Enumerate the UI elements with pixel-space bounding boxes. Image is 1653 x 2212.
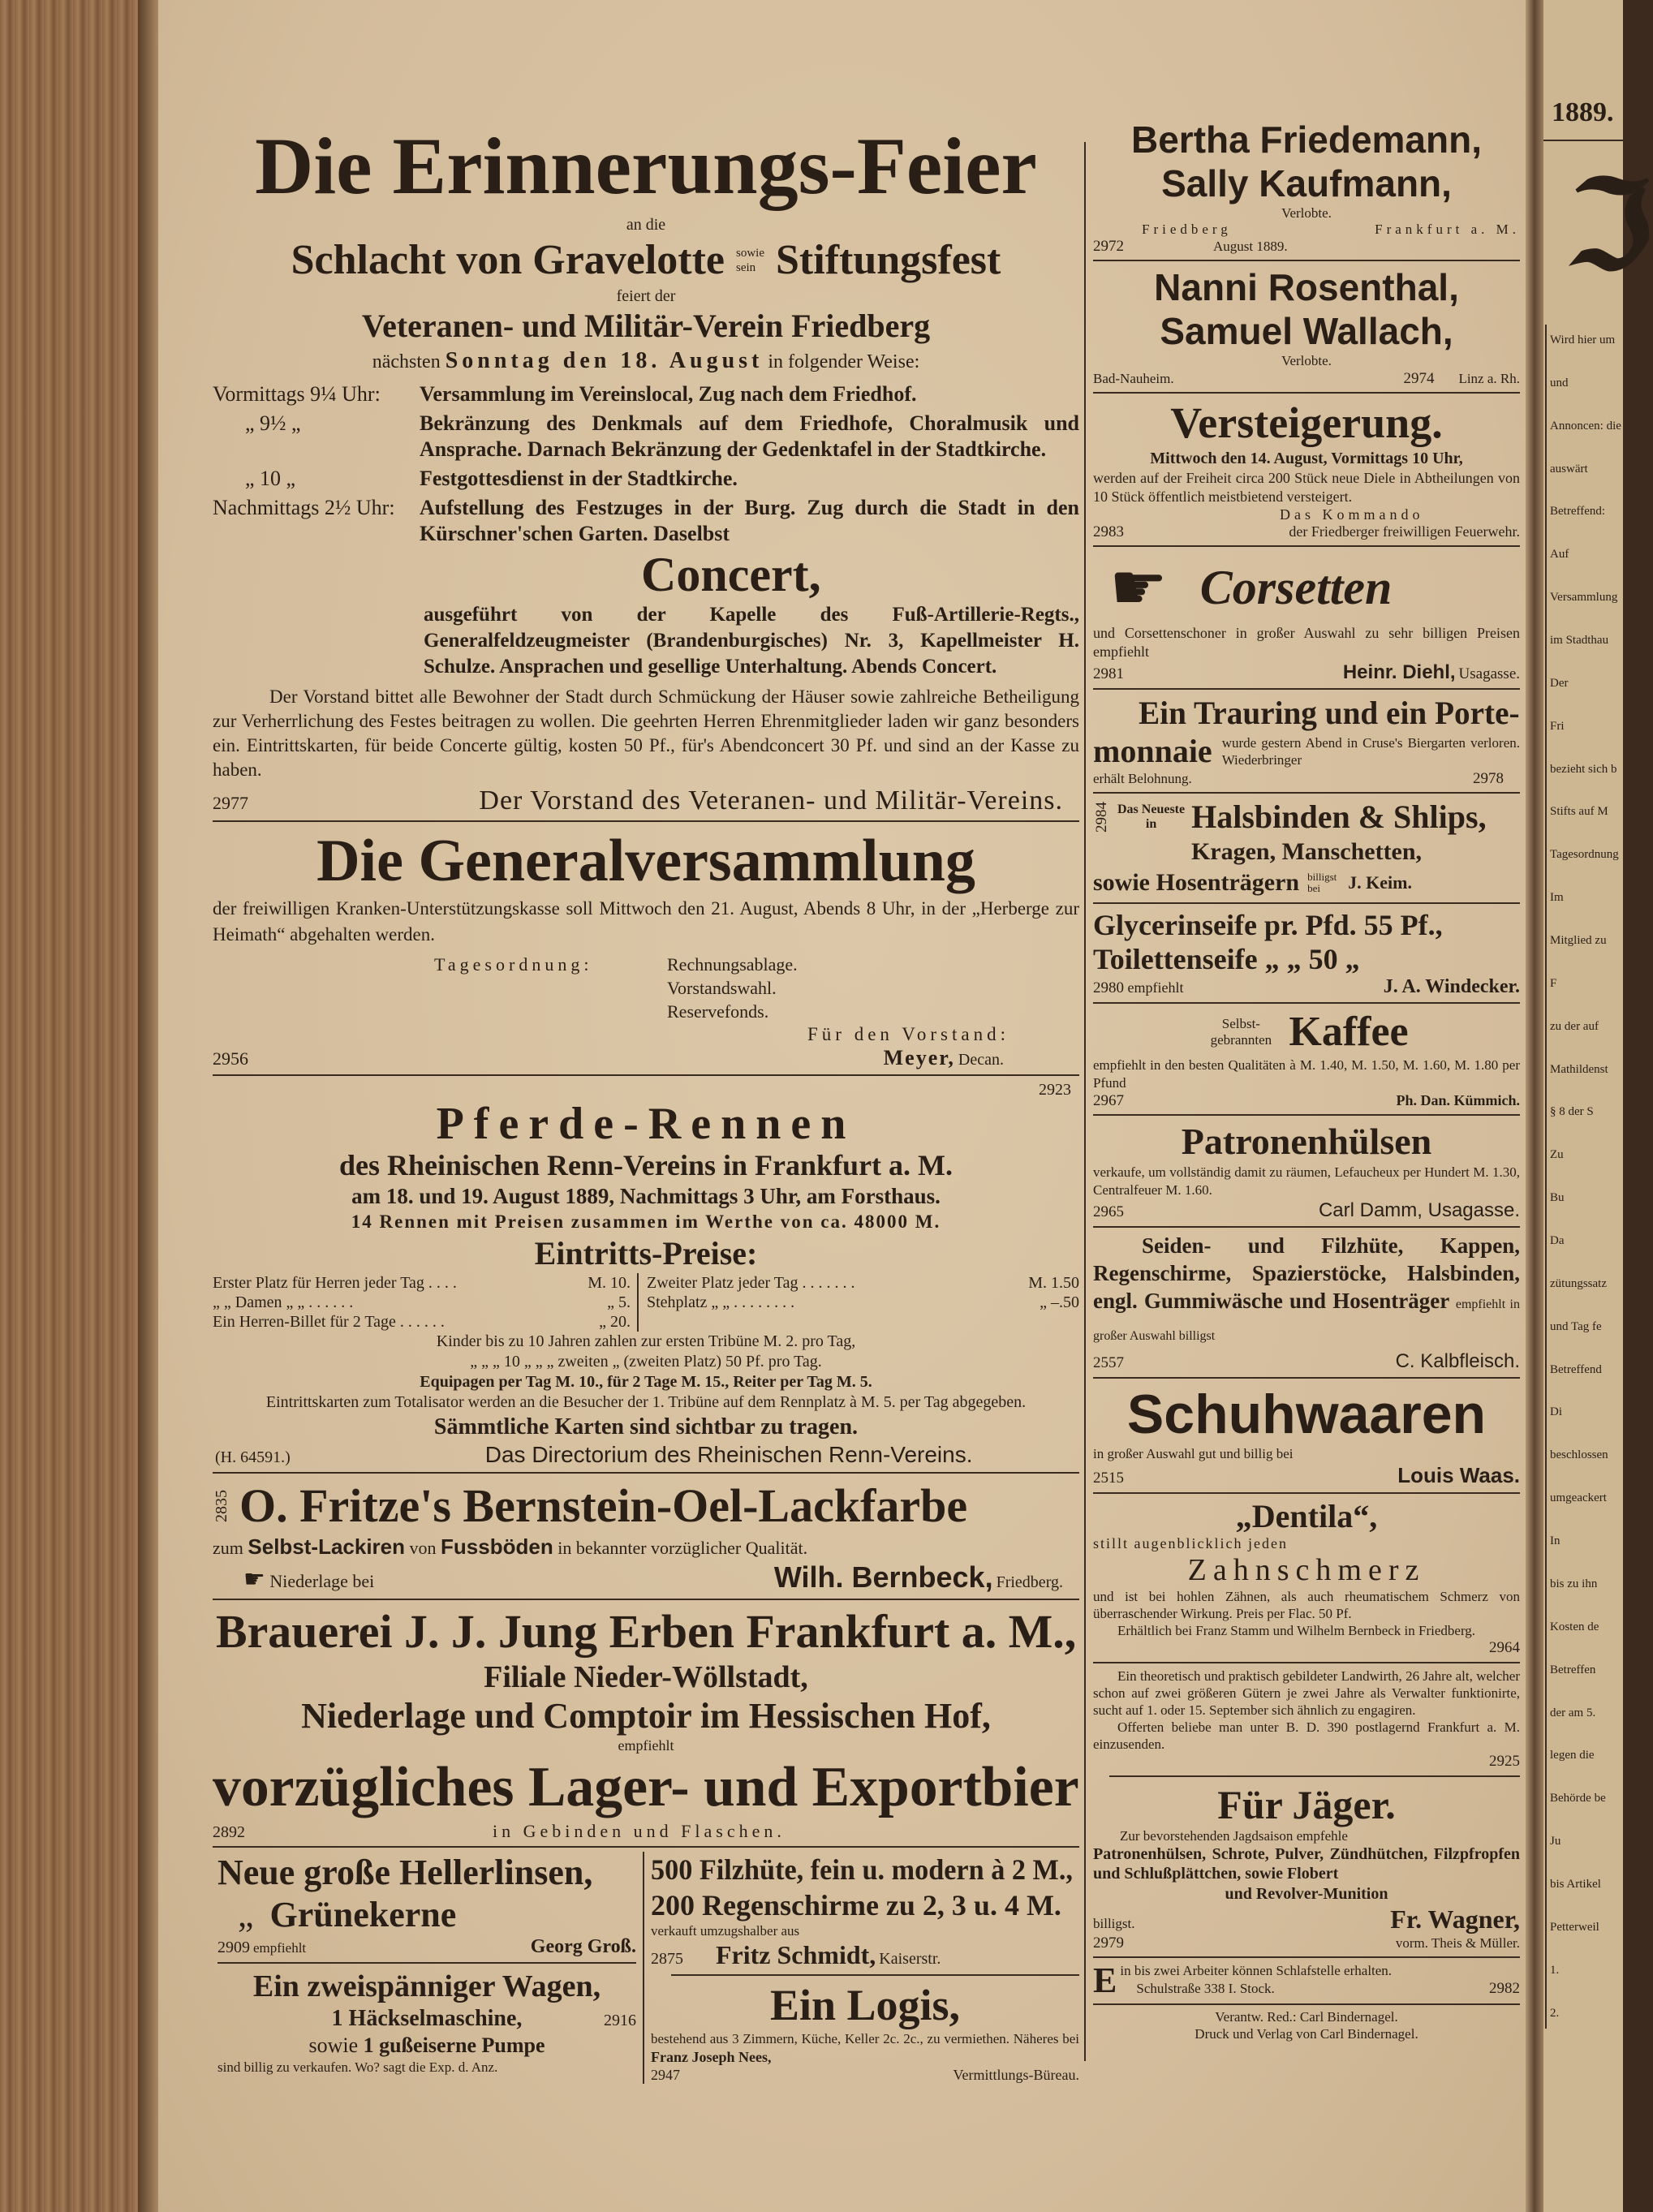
ad-schuhwaaren: [1093, 1383, 1520, 1487]
ad-number: 2557: [1093, 1354, 1124, 1372]
ad-text: werden auf der Freiheit circa 200 Stück neue Diele in Abtheilungen von 10 Stück öffentlich meistbietend versteigert.: [1093, 469, 1520, 505]
sig1: Das Kommando: [1280, 506, 1424, 523]
ad-number: 2982: [1489, 1980, 1520, 1998]
divider: [1093, 792, 1520, 794]
ad-number: 2925: [1489, 1753, 1520, 1771]
agenda: [213, 953, 1079, 1023]
divider: [1093, 392, 1520, 394]
ad-number: 2981: [1093, 665, 1124, 683]
visible-notice: Sämmtliche Karten sind sichtbar zu tragen.: [433, 1414, 859, 1440]
seller-line: 2875 Fritz Schmidt, Kaiserstr.: [651, 1939, 941, 1969]
ad-title: Schuhwaaren: [1126, 1384, 1487, 1446]
concert-text: ausgeführt von der Kapelle des Fuß-Artillerie-Regts., Generalfeldzeugmeister (Brandenburgisches) Nr. 3, Kapellmeister H. Schulze. Ansprachen und gesellige Unterhaltung. Abends Concert.: [424, 604, 1079, 678]
seller-line: [1093, 1092, 1520, 1110]
seller-line: [1093, 1904, 1520, 1934]
seller-line: [1093, 1350, 1520, 1373]
divider: [217, 1962, 636, 1964]
bureau-line: [651, 2067, 1079, 2084]
ad-number: 2956: [213, 1048, 248, 1069]
ad-text: und ist bei hohlen Zähnen, als auch rheumatischem Schmerz von überraschender Wirkung. Preis per Flac. 50 Pf.: [1093, 1589, 1520, 1622]
next-page-fragment: Mitglied zu: [1550, 934, 1607, 948]
reward-line: [1093, 770, 1520, 788]
ad-halsbinden: [1093, 798, 1520, 898]
next-page-fragment: Wird hier um: [1550, 334, 1616, 346]
divider: [213, 1074, 1079, 1076]
sowie: sowie: [736, 247, 765, 260]
reference: (H. 64591.): [215, 1448, 291, 1466]
ad-title: „Dentila“,: [1235, 1497, 1378, 1534]
prices-table: [213, 1273, 1079, 1332]
ad-versteigerung: [1093, 398, 1520, 542]
ad-number: 2835: [213, 1489, 230, 1522]
ad-title: Kaffee: [1289, 1009, 1409, 1056]
sig2: der Friedberger freiwilligen Feuerwehr.: [1289, 523, 1520, 540]
divider: [1109, 1775, 1520, 1777]
children-2: „ „ „ 10 „ „ „ zweiten „ (zweiten Platz) 50 Pf. pro Tag.: [470, 1352, 822, 1371]
line1: stillt augenblicklich jeden: [1093, 1534, 1288, 1551]
ad-number: 2983: [1093, 523, 1124, 541]
schedule-row: „ 10 „ Festgottesdienst in der Stadtkirche.: [245, 467, 738, 490]
children-1: Kinder bis zu 10 Jahren zahlen zur ersten Tribüne M. 2. pro Tag,: [436, 1332, 856, 1350]
pre: Selbst-gebrannten: [1210, 1016, 1272, 1048]
ad-text: und Corsettenschoner in großer Auswahl zu sehr billigen Preisen empfiehlt: [1093, 625, 1520, 661]
column-divider: [1545, 325, 1547, 2029]
next-page-fragment: 2.: [1550, 2006, 1560, 2020]
ad-trauring: [1093, 694, 1520, 788]
next-page-fragment: Mathildenst: [1550, 1062, 1608, 1076]
divider: [1093, 1114, 1520, 1116]
line2: 1 Häckselmaschine,: [331, 2006, 523, 2032]
schlacht-text: Schlacht von Gravelotte: [291, 237, 725, 283]
seller: Ph. Dan. Kümmich.: [1396, 1092, 1520, 1109]
seller: Franz Joseph Nees,: [651, 2048, 772, 2065]
next-page-fragment: Betreffen: [1550, 1663, 1596, 1676]
line1: Glycerinseife pr. Pfd. 55 Pf.,: [1093, 909, 1443, 942]
divider: [1093, 545, 1520, 547]
imprint: [1093, 2009, 1520, 2042]
ad-seife: [1093, 908, 1520, 998]
ad-schlafstelle: [1093, 1962, 1520, 1999]
next-page-fragment: Betreffend: [1550, 1362, 1602, 1376]
signature-line: [213, 785, 1079, 816]
next-page-fragment: im Stadthau: [1550, 634, 1609, 648]
next-page-fragment: F: [1550, 976, 1557, 990]
subtitle: des Rheinischen Renn-Vereins in Frankfurt a. M.: [338, 1148, 953, 1181]
date-line: am 18. und 19. August 1889, Nachmittags 3 Uhr, am Forsthaus.: [351, 1183, 941, 1208]
number-date: [1093, 238, 1520, 256]
masthead-fragment-glyph: ℑ: [1568, 160, 1653, 295]
seller: C. Kalbfleisch.: [1395, 1350, 1520, 1373]
next-page-fragment: Annoncen: die: [1550, 419, 1621, 433]
gebinde-line: [213, 1821, 1079, 1842]
ad-number: 2979: [1093, 1934, 1124, 1952]
line3: sowie 1 gußeiserne Pumpe: [308, 2033, 545, 2058]
line2: Schulstraße 338 I. Stock.: [1136, 1981, 1275, 1997]
signature-line: [213, 1442, 1079, 1468]
next-page-fragment: bezieht sich b: [1550, 762, 1617, 776]
ad-verlobte-friedemann: [1093, 118, 1520, 256]
line1: Zur bevorstehenden Jagdsaison empfehle: [1120, 1827, 1348, 1844]
equipagen: Equipagen per Tag M. 10., für 2 Tage M. 15., Reiter per Tag M. 5.: [420, 1372, 872, 1391]
next-page-fragment: Im: [1550, 891, 1564, 905]
ad-text: Seiden- und Filzhüte, Kappen, Regenschirme, Spazierstöcke, Halsbinden, engl. Gummiwäsche und Hosenträger empfiehlt in großer Auswahl billigst: [1093, 1233, 1520, 1344]
ad-title: Pferde-Rennen: [436, 1098, 856, 1149]
schlafstelle-text: [1120, 1962, 1520, 1998]
ad-filzhuete: [651, 1852, 1079, 1969]
ad-fritze-lackfarbe: [213, 1478, 1079, 1594]
next-page-fragment: § 8 der S: [1550, 1105, 1594, 1119]
next-page-fragment: Auf: [1550, 548, 1569, 562]
binding-edge: [138, 0, 161, 2212]
next-page-fragment: Da: [1550, 1234, 1565, 1248]
seller: Louis Waas.: [1397, 1462, 1520, 1487]
line2: Toilettenseife „ „ 50 „: [1093, 943, 1360, 976]
next-page-fragment: Betreffend:: [1550, 505, 1606, 519]
bottom-right: [644, 1852, 1079, 2083]
page-year: 1889.: [1552, 97, 1614, 127]
next-page-fragment: bis zu ihn: [1550, 1577, 1598, 1590]
places: Friedberg Frankfurt a. M.: [1142, 222, 1520, 238]
name1: Bertha Friedemann,: [1131, 118, 1482, 161]
agenda-item: Reservefonds.: [667, 1001, 769, 1022]
next-page-fragment: Fri: [1550, 719, 1565, 733]
ad-title-2: monnaie: [1093, 733, 1212, 770]
book-binding: [0, 0, 158, 2212]
title-row: [213, 1478, 1079, 1534]
ad-text-2: erhält Belohnung.: [1093, 771, 1192, 787]
sowie-sein: [736, 246, 764, 275]
next-page-fragment: auswärt: [1550, 462, 1588, 476]
initial: E: [1093, 1960, 1117, 2001]
agenda-item: Rechnungsablage.: [667, 954, 798, 975]
totalisator: Eintrittskarten zum Totalisator werden an die Besucher der 1. Tribüne auf dem Rennplatz à M. 5. per Tag abgegeben.: [265, 1392, 1027, 1411]
line1: 500 Filzhüte, fein u. modern à 2 M.,: [651, 1853, 1073, 1887]
sig-line: [1093, 523, 1520, 541]
text-fragments: [1550, 333, 1621, 2020]
next-page-fragment: zu der auf: [1550, 1019, 1599, 1033]
divider: [1093, 1002, 1520, 1004]
ad-title: Die Erinnerungs-Feier: [255, 121, 1037, 211]
ad-number: 2967: [1093, 1092, 1124, 1110]
seller: J. A. Windecker.: [1383, 976, 1520, 998]
next-page-fragment: Der: [1550, 676, 1569, 690]
ad-number: 2892: [213, 1823, 245, 1842]
ad-number: 2515: [1093, 1469, 1124, 1487]
next-page-fragment: Bu: [1550, 1191, 1565, 1205]
ad-erinnerungs-feier: [213, 118, 1079, 816]
place2: Linz a. Rh.: [1458, 370, 1520, 386]
ad-verlobte-rosenthal: [1093, 265, 1520, 387]
next-page-fragment: Ju: [1550, 1835, 1561, 1848]
schlacht-line: [213, 235, 1079, 286]
pointing-hand-icon: ☛: [1109, 549, 1168, 626]
ad-number: 2965: [1093, 1203, 1124, 1221]
next-page-fragment: Versammlung: [1550, 591, 1618, 605]
next-page-fragment: In: [1550, 1534, 1560, 1548]
ditto: „: [238, 1895, 254, 1935]
divider: [213, 1846, 1079, 1848]
vorm: vorm. Theis & Müller.: [1395, 1935, 1520, 1952]
signature: Das Directorium des Rheinischen Renn-Vereins.: [484, 1441, 973, 1467]
page-fold: [1526, 0, 1543, 2212]
divider: [1093, 2003, 1520, 2005]
seller: Carl Damm, Usagasse.: [1318, 1199, 1520, 1222]
next-page-fragment: 1.: [1550, 1963, 1560, 1977]
niederlage: Niederlage und Comptoir im Hessischen Hof,: [301, 1695, 991, 1736]
vorm-line: [1093, 1934, 1520, 1952]
next-page-fragment: legen die: [1550, 1749, 1595, 1762]
date: August 1889.: [1213, 239, 1288, 255]
ad-number: 2984: [1093, 802, 1110, 833]
divider: [1093, 688, 1520, 690]
line3-row: [1093, 867, 1520, 898]
ad-number: 2923: [1039, 1080, 1071, 1099]
billigst: billigst bei: [1307, 871, 1337, 895]
sein: sein: [736, 261, 756, 274]
next-page-fragment: der am 5.: [1550, 1706, 1596, 1719]
divider: [1093, 1377, 1520, 1379]
ad-kaffee: [1093, 1008, 1520, 1110]
seller-line: [1093, 1199, 1520, 1222]
seller-line: 2909 empfiehlt Georg Groß.: [217, 1936, 636, 1958]
right-column: [1093, 118, 1520, 2042]
ad-title: Die Generalversammlung: [316, 828, 975, 894]
ad-title: Brauerei J. J. Jung Erben Frankfurt a. M.,: [215, 1604, 1077, 1658]
title-row: [1093, 551, 1520, 624]
bureau: Vermittlungs-Büreau.: [953, 2066, 1079, 2083]
title-row: [1093, 798, 1520, 837]
seller: J. Keim.: [1348, 872, 1412, 893]
places: Bad-Nauheim. 2974 Linz a. Rh.: [1093, 369, 1520, 387]
schedule-row: Vormittags 9¼ Uhr: Versammlung im Vereinslocal, Zug nach dem Friedhof.: [213, 382, 917, 406]
divider: [213, 820, 1079, 822]
line4: sind billig zu verkaufen. Wo? sagt die Exp. d. Anz.: [217, 2059, 498, 2076]
ad-text: Ein theoretisch und praktisch gebildeter Landwirth, 26 Jahre alt, welcher schon auf zwei größeren Gütern je zwei Jahre als Verwalter funktionirte, sucht auf 1. oder 15. September sich ähnlich zu engagiren.: [1093, 1668, 1520, 1719]
divider: [213, 1472, 1079, 1474]
signature: Der Vorstand des Veteranen- und Militär-Vereins.: [479, 785, 1063, 816]
label: Verlobte.: [1281, 205, 1332, 221]
seller-line: Wilh. Bernbeck, Friedberg.: [773, 1560, 1063, 1594]
ad-pferde-rennen: [213, 1080, 1079, 1468]
line1: in bis zwei Arbeiter können Schlafstelle erhalten.: [1120, 1963, 1393, 1979]
ad-landwirth: [1093, 1668, 1520, 1771]
line2-row: [217, 1894, 636, 1936]
ad-title-2: Zahnschmerz: [1187, 1553, 1426, 1588]
line2: Kragen, Manschetten,: [1190, 838, 1423, 866]
next-page-fragment: Stifts auf M: [1550, 805, 1608, 819]
ad-number: 2977: [213, 793, 248, 813]
ad-text: verkaufe, um vollständig damit zu räumen, Lefaucheux per Hundert M. 1.30, Centralfeuer M. 1.60.: [1093, 1164, 1520, 1199]
next-page-fragment: umgeackert: [1550, 1491, 1607, 1505]
line3: und Revolver-Munition: [1225, 1885, 1388, 1904]
price-row: Stehplatz „ „ . . . . . . . . „ –.50: [647, 1293, 1079, 1311]
ad-dentila: [1093, 1498, 1520, 1658]
ad-text: in großer Auswahl gut und billig bei: [1093, 1446, 1294, 1462]
line1: Ein zweispänniger Wagen,: [252, 1969, 601, 2004]
ad-title: O. Fritze's Bernstein-Oel-Lackfarbe: [239, 1478, 968, 1532]
signer: Meyer,: [883, 1045, 955, 1069]
price-row: Erster Platz für Herren jeder Tag . . . . M. 10.: [213, 1273, 631, 1292]
date: Mittwoch den 14. August, Vormittags 10 Uhr,: [1150, 449, 1463, 467]
ad-fuer-jaeger: [1093, 1781, 1520, 1952]
seller-line: [1093, 1463, 1520, 1488]
date-pre: nächsten: [372, 351, 441, 372]
date-post: in folgender Weise:: [768, 351, 920, 372]
for-board: Für den Vorstand:: [807, 1024, 1009, 1044]
billigst: billigst.: [1093, 1916, 1135, 1932]
column-divider: [1084, 142, 1086, 2061]
next-page-fragment: zütungssatz: [1550, 1276, 1607, 1290]
next-page-edge: [1543, 0, 1653, 2212]
agenda-item: Vorstandswahl.: [667, 978, 777, 998]
ad-title: Corsetten: [1199, 561, 1393, 615]
title-row: [1093, 1008, 1520, 1057]
ad-generalversammlung: [213, 826, 1079, 1070]
an-die: an die: [626, 216, 666, 234]
divider: [1093, 1662, 1520, 1663]
next-page-fragment: und Tag fe: [1550, 1319, 1602, 1333]
left-column: [213, 118, 1079, 2084]
depot-line: ☛ Niederlage bei Wilh. Bernbeck, Friedberg.: [243, 1560, 1063, 1594]
ad-title: Für Jäger.: [1217, 1781, 1396, 1827]
ad-patronenhuelsen: [1093, 1120, 1520, 1222]
line2: 200 Regenschirme zu 2, 3 u. 4 M.: [651, 1889, 1061, 1922]
gebinde: in Gebinden und Flaschen.: [493, 1821, 786, 1842]
ad-text: wurde gestern Abend in Cruse's Biergarten verloren. Wiederbringer: [1221, 735, 1520, 768]
schedule-row: „ 9½ „ Bekränzung des Denkmals auf dem Friedhofe, Choralmusik und Ansprache. Darnach Bekränzung der Gedenktafel in der Stadtkirche.: [245, 411, 1079, 461]
divider: [213, 1599, 1079, 1600]
ad-logis: [651, 1980, 1079, 2084]
ad-title: Ein Logis,: [769, 1980, 961, 2029]
divider: [1093, 902, 1520, 904]
price-row: Zweiter Platz jeder Tag . . . . . . . M. 1.50: [647, 1273, 1079, 1292]
feiert-der: feiert der: [616, 287, 676, 305]
ad-title: Patronenhülsen: [1181, 1121, 1432, 1163]
filiale: Filiale Nieder-Wöllstadt,: [484, 1659, 808, 1694]
next-page-fragment: Tagesordnung: [1550, 848, 1619, 862]
name2: Samuel Wallach,: [1160, 310, 1453, 353]
schedule-row: Nachmittags 2½ Uhr: Aufstellung des Festzuges in der Burg. Zug durch die Stadt in den Kürschner'schen Garten. Daselbst: [213, 496, 1079, 545]
races-line: 14 Rennen mit Preisen zusammen im Werthe von ca. 48000 M.: [351, 1211, 941, 1232]
prices-title: Eintritts-Preise:: [534, 1234, 758, 1272]
ad-number: 2947: [651, 2066, 680, 2083]
line3: sowie Hosenträgern: [1093, 869, 1300, 897]
ad-number: 2916: [604, 2012, 636, 2030]
seller-line: 2981 Heinr. Diehl, Usagasse.: [1093, 661, 1520, 684]
imprint-editor: Verantw. Red.: Carl Bindernagel.: [1215, 2009, 1398, 2025]
ad-text-2: Offerten beliebe man unter B. D. 390 postlagernd Frankfurt a. M. einzusenden.: [1093, 1719, 1520, 1753]
bier: vorzügliches Lager- und Exportbier: [213, 1756, 1079, 1819]
ad-text: Patronenhülsen, Schrote, Pulver, Zündhütchen, Filzpfropfen und Schlußplättchen, sowie Flobert: [1093, 1845, 1520, 1883]
divider: [671, 1974, 1079, 1976]
date-line: [213, 346, 1079, 377]
pre: Das Neueste in: [1117, 803, 1186, 832]
imprint-publisher: Druck und Verlag von Carl Bindernagel.: [1195, 2025, 1418, 2042]
next-page-fragment: Di: [1550, 1405, 1562, 1419]
agenda-label: Tagesordnung:: [434, 954, 593, 975]
signer-title: Decan.: [958, 1050, 1004, 1069]
ad-corsetten: [1093, 551, 1520, 684]
ad-number: 2875: [651, 1949, 683, 1968]
label: Verlobte.: [1281, 353, 1332, 369]
divider: [1543, 140, 1623, 141]
ad-line: zum Selbst-Lackiren von Fussböden in bekannter vorzüglicher Qualität.: [213, 1534, 808, 1559]
name2: Sally Kaufmann,: [1161, 162, 1452, 204]
prices-left: [213, 1273, 639, 1332]
seller: Fr. Wagner,: [1390, 1904, 1520, 1934]
pointing-hand-icon: ☛: [243, 1564, 265, 1594]
empfiehlt: empfiehlt: [618, 1736, 674, 1754]
next-page-fragment: Behörde be: [1550, 1792, 1606, 1805]
next-page-fragment: beschlossen: [1550, 1448, 1608, 1462]
divider: [1093, 1956, 1520, 1958]
next-page-fragment: Zu: [1550, 1148, 1564, 1162]
ad-number: 2972: [1093, 238, 1124, 256]
divider: [1093, 1492, 1520, 1494]
line2: Grünekerne: [269, 1895, 457, 1935]
stiftungsfest-text: Stiftungsfest: [776, 237, 1001, 283]
agenda-list: [667, 953, 798, 1023]
next-page-fragment: Kosten de: [1550, 1620, 1599, 1633]
sub: verkauft umzugshalber aus: [651, 1923, 800, 1939]
concert-title: Concert,: [641, 548, 821, 601]
prices-right: [639, 1273, 1079, 1332]
name1: Nanni Rosenthal,: [1154, 266, 1459, 309]
line1: Neue große Hellerlinsen,: [217, 1853, 593, 1893]
ad-number: 2978: [1473, 770, 1504, 788]
title2-row: [1093, 733, 1520, 770]
ad-text: der freiwilligen Kranken-Unterstützungskasse soll Mittwoch den 21. August, Abends 8 Uhr, in der „Herberge zur Heimath“ abgehalten werden.: [213, 898, 1079, 945]
price-row: „ „ Damen „ „ . . . . . . „ 5.: [213, 1293, 631, 1311]
ad-title: Halsbinden & Shlips,: [1191, 798, 1487, 836]
verein-name: Veteranen- und Militär-Verein Friedberg: [361, 308, 931, 344]
signer-line: [213, 1046, 1004, 1070]
ad-text: bestehend aus 3 Zimmern, Küche, Keller 2c. 2c., zu vermiethen. Näheres bei Franz Joseph Nees,: [651, 2030, 1079, 2065]
schedule: [213, 381, 1079, 547]
price-row: Ein Herren-Billet für 2 Tage . . . . . . „ 20.: [213, 1312, 631, 1331]
line2-row: [217, 2005, 636, 2033]
bottom-ads: [213, 1852, 1079, 2083]
ad-text: empfiehlt in den besten Qualitäten à M. 1.40, M. 1.50, M. 1.60, M. 1.80 per Pfund: [1093, 1057, 1520, 1091]
ad-wagen: [217, 1968, 636, 2076]
divider: [1093, 1226, 1520, 1228]
board-notice: Der Vorstand bittet alle Bewohner der Stadt durch Schmückung der Häuser sowie zahlreiche Betheiligung zur Verherrlichung des Festes beitragen zu wollen. Die geehrten Herren Ehrenmitglieder laden wir ganz besonders ein. Eintrittskarten, für beide Concerte gültig, kosten 50 Pf., für's Abendconcert 30 Pf. und sind an der Kasse zu haben.: [213, 686, 1079, 780]
ad-brauerei: [213, 1604, 1079, 1843]
ad-title: Ein Trauring und ein Porte-: [1139, 695, 1521, 732]
ad-hellerlinsen: [217, 1852, 636, 1958]
next-page-fragment: und: [1550, 376, 1569, 389]
ad-number: 2964: [1489, 1639, 1520, 1657]
ad-huete: [1093, 1232, 1520, 1373]
ad-text-2: Erhältlich bei Franz Stamm und Wilhelm Bernbeck in Friedberg.: [1117, 1623, 1476, 1639]
date-main: Sonntag den 18. August: [445, 348, 764, 373]
divider: [1093, 260, 1520, 261]
next-page-fragment: Petterweil: [1550, 1920, 1599, 1934]
line2-row: [1120, 1980, 1520, 1998]
empfiehlt-line: 2980 empfiehlt J. A. Windecker.: [1093, 976, 1520, 998]
ad-title: Versteigerung.: [1170, 398, 1443, 447]
next-page-fragment: bis Artikel: [1550, 1877, 1601, 1891]
bottom-left: [213, 1852, 644, 2083]
